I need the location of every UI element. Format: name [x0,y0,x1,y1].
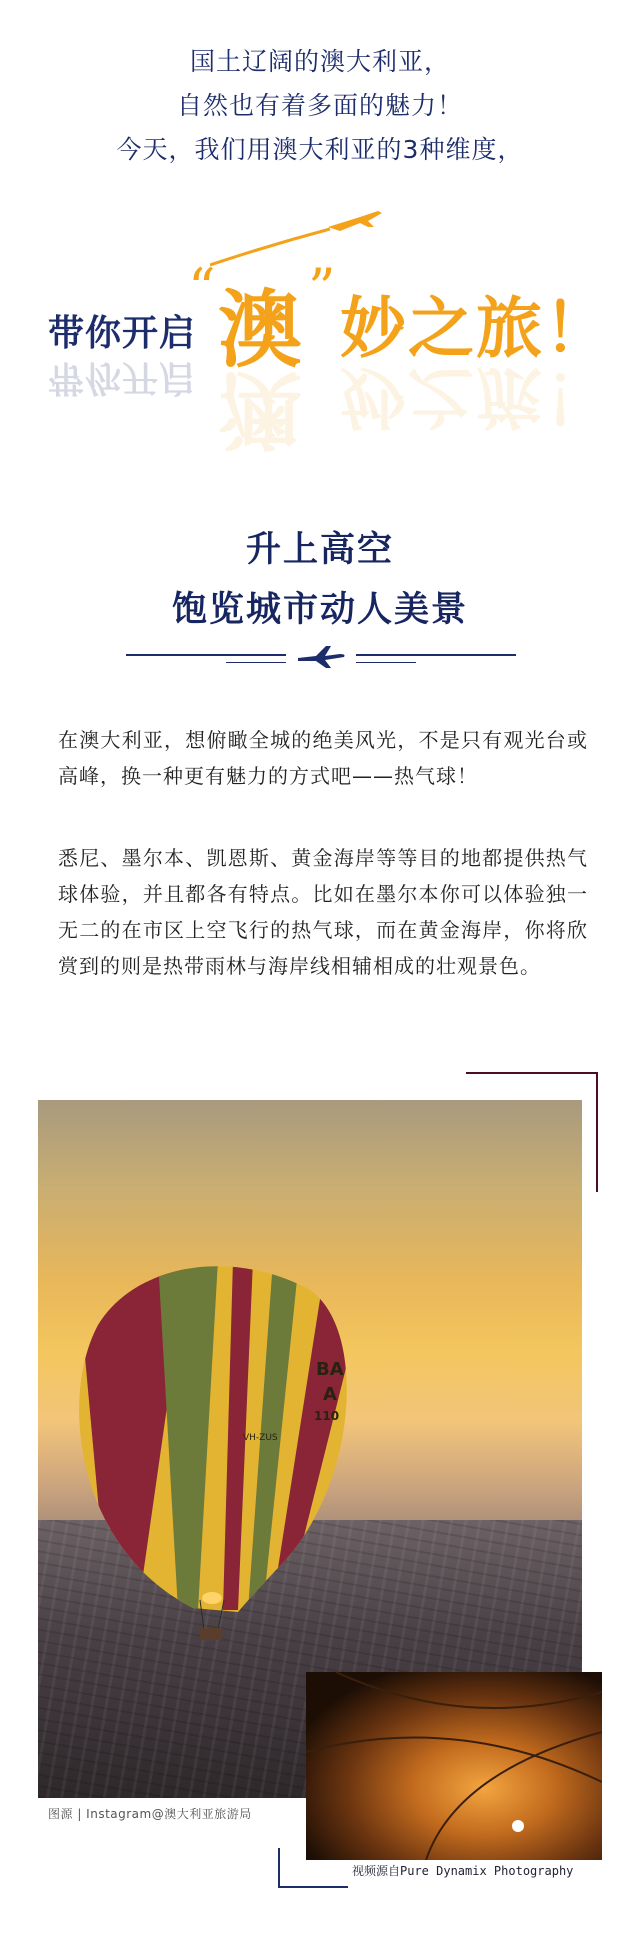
divider-underline-right [356,662,416,663]
divider-underline-left [226,662,286,663]
banner-highlight-char: 澳 [218,281,303,379]
banner-lead-reflection: 带你开启 [48,357,197,398]
intro-line-2: 自然也有着多面的魅力！ [176,91,463,120]
photo-caption: 图源 | Instagram@澳大利亚旅游局 [48,1807,252,1821]
intro-text [0,40,640,172]
intro-line-3: 今天，我们用澳大利亚的3种维度， [116,135,524,164]
banner-highlight-reflection: 澳 [218,360,303,458]
section-title-line-2: 饱览城市动人美景 [171,590,468,630]
divider-line-left [126,654,286,656]
video-caption: 视频源自Pure Dynamix Photography [352,1864,574,1878]
svg-text:VH-ZUS: VH-ZUS [243,1433,278,1443]
title-banner [0,205,640,458]
paragraph-details: 悉尼、墨尔本、凯恩斯、黄金海岸等等目的地都提供热气球体验，并且都各有特点。比如在墨尔本你可以体验独一无二的在市区上空飞行的热气球，而在黄金海岸，你将欣赏到的则是热带雨林与海岸线相辅相成的壮观景色。 [58,846,588,978]
banner-rest-text: 妙之旅！ [340,290,612,367]
section-divider [126,640,516,670]
svg-text:BA: BA [316,1359,344,1380]
photo-frame-right [596,1072,598,1192]
divider-line-right [356,654,516,656]
svg-text:110: 110 [314,1409,340,1423]
balloon-video[interactable] [306,1672,602,1860]
video-frame-horizontal [278,1886,348,1888]
airplane-icon [296,642,346,668]
svg-text:A: A [323,1384,337,1405]
paragraph-intro: 在澳大利亚，想俯瞰全城的绝美风光，不是只有观光台或高峰，换一种更有魅力的方式吧——热气球！ [58,728,588,788]
photo-frame-top [466,1072,598,1074]
intro-line-1: 国土辽阔的澳大利亚， [189,47,450,76]
banner-quote-open: “ [188,257,216,320]
banner-quote-close: ” [308,257,336,320]
video-frame-vertical [278,1848,280,1888]
section-title [0,520,640,640]
banner-lead-text: 带你开启 [48,313,197,354]
section-title-line-1: 升上高空 [245,530,394,570]
balloon-interior-image [306,1672,602,1860]
banner-rest-reflection: 妙之旅！ [340,358,612,435]
